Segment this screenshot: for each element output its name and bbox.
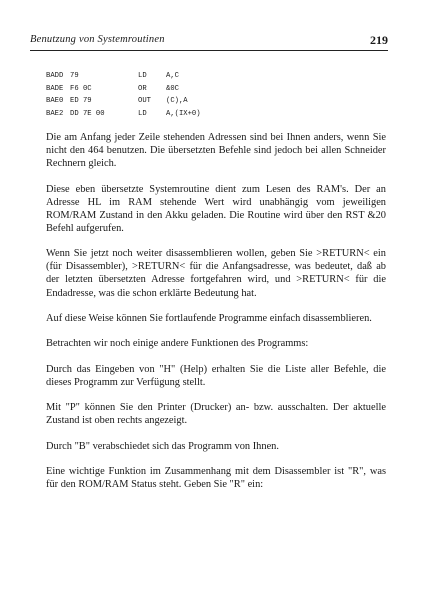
page-number: 219 <box>370 33 388 47</box>
paragraph: Durch "B" verabschiedet sich das Programm von Ihnen. <box>46 440 279 452</box>
code-mnemonic: OR <box>138 84 147 93</box>
code-address: BAE0 <box>46 97 64 105</box>
code-mnemonic: LD <box>138 109 147 118</box>
code-operand: &0C <box>166 84 179 93</box>
code-address: BAE2 <box>46 109 64 118</box>
code-line <box>46 70 266 83</box>
code-hex: 79 <box>70 72 79 80</box>
paragraph: Die am Anfang jeder Zeile stehenden Adressen sind bei Ihnen anders, wenn Sie nicht den 464 benutzen. Die übersetzten Befehle sind jedoch bei allen Schneider Rechnern gleich. <box>46 132 386 170</box>
code-hex: DD 7E 00 <box>70 109 105 118</box>
paragraph: Eine wichtige Funktion im Zusammenhang mit dem Disassembler ist "R", was für den ROM/RAM Status steht. Geben Sie "R" ein: <box>46 466 386 491</box>
code-operand: (C),A <box>166 97 188 105</box>
paragraph: Auf diese Weise können Sie fortlaufende Programme einfach disassemblieren. <box>46 312 372 324</box>
code-line <box>46 108 266 121</box>
code-line <box>46 95 266 108</box>
code-operand: A,(IX+0) <box>166 109 201 118</box>
page-header <box>30 34 388 51</box>
code-mnemonic: LD <box>138 72 147 80</box>
paragraph: Mit "P" können Sie den Printer (Drucker) an- bzw. ausschalten. Der aktuelle Zustand ist oben rechts angezeigt. <box>46 402 386 427</box>
code-hex: ED 79 <box>70 97 92 105</box>
code-mnemonic: OUT <box>138 97 151 105</box>
code-hex: F6 0C <box>70 84 92 93</box>
code-line <box>46 83 266 96</box>
body-text <box>46 131 386 504</box>
code-address: BADE <box>46 84 64 93</box>
paragraph: Betrachten wir noch einige andere Funktionen des Programms: <box>46 338 309 350</box>
paragraph: Diese eben übersetzte Systemroutine dient zum Lesen des RAM's. Der an Adresse HL im RAM stehende Wert wird unabhängig vom jeweiligen ROM/RAM Zustand in den Akku geladen. Die Routine wird über den RST &20 Befehl aufgerufen. <box>46 183 386 234</box>
paragraph: Durch das Eingeben von "H" (Help) erhalten Sie die Liste aller Befehle, die dieses Programm zur Verfügung stellt. <box>46 363 386 388</box>
running-title: Benutzung von Systemroutinen <box>30 34 165 45</box>
assembly-listing <box>46 70 266 120</box>
code-address: BADD <box>46 72 64 80</box>
code-operand: A,C <box>166 72 179 80</box>
paragraph: Wenn Sie jetzt noch weiter disassemblieren wollen, geben Sie >RETURN< ein (für Disassembler), >RETURN< für die Anfangsadresse, was bedeutet, daß ab der letzten übersetzten Adresse fortgefahren wird, und >RETURN< für die Endadresse, was die schon erklärte Bedeutung hat. <box>46 248 386 299</box>
